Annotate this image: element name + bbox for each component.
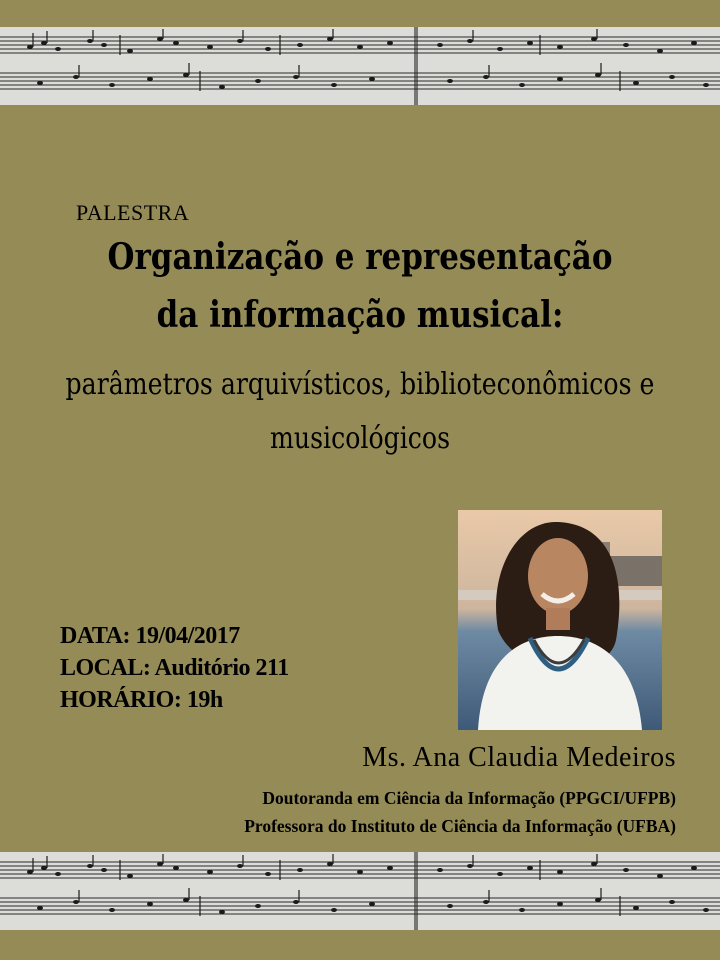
event-type-label: PALESTRA bbox=[76, 200, 190, 225]
talk-subtitle-line-1: parâmetros arquivísticos, biblioteconômicos e bbox=[65, 367, 655, 402]
talk-subtitle-line-2: musicológicos bbox=[269, 421, 451, 456]
event-details bbox=[60, 620, 289, 716]
speaker-affiliation-2: Professora do Instituto de Ciência da Informação (UFBA) bbox=[244, 816, 676, 836]
talk-title-line-2: da informação musical: bbox=[156, 294, 564, 336]
date-value: 19/04/2017 bbox=[135, 623, 240, 649]
speaker-affiliation-1: Doutoranda em Ciência da Informação (PPGCI/UFPB) bbox=[262, 788, 676, 808]
speaker-photo bbox=[458, 510, 662, 730]
place-row bbox=[60, 652, 289, 684]
date-label: DATA: bbox=[60, 623, 130, 649]
place-label: LOCAL: bbox=[60, 655, 151, 681]
place-value: Auditório 211 bbox=[154, 655, 289, 681]
talk-title-line-1: Organização e representação bbox=[107, 236, 613, 278]
music-score-banner-top bbox=[0, 27, 720, 105]
time-value: 19h bbox=[186, 687, 223, 713]
talk-title bbox=[50, 228, 669, 344]
music-score-banner-bottom bbox=[0, 852, 720, 930]
time-label: HORÁRIO: bbox=[60, 687, 182, 713]
music-score-image bbox=[0, 27, 720, 105]
speaker-name: Ms. Ana Claudia Medeiros bbox=[362, 742, 676, 773]
music-score-image bbox=[0, 852, 720, 930]
time-row bbox=[60, 684, 289, 716]
date-row bbox=[60, 620, 289, 652]
talk-subtitle bbox=[58, 358, 663, 466]
